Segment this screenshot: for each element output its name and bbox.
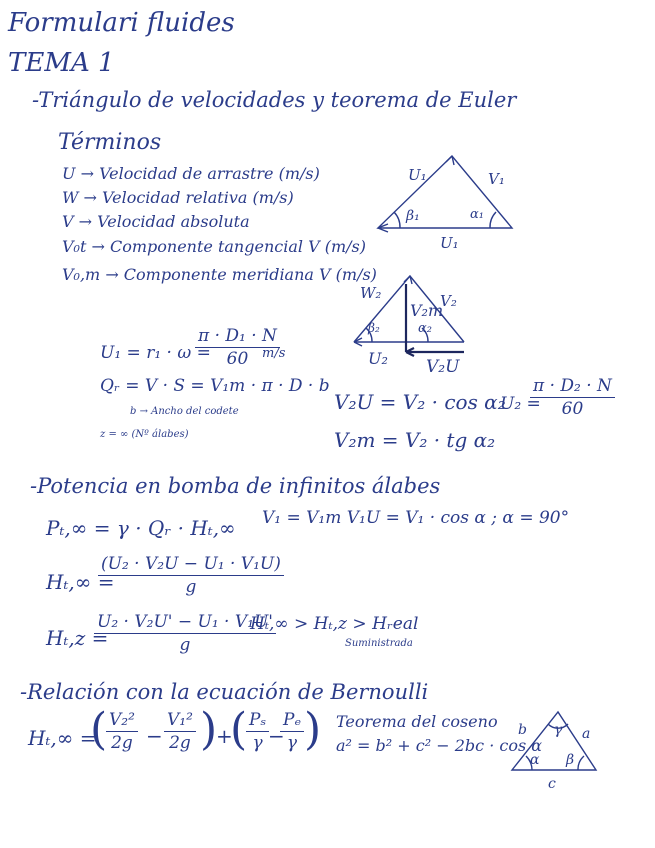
term-vm: V₀,m → Componente meridiana V (m/s) — [62, 265, 377, 284]
h-inf-denominator: g — [185, 577, 197, 597]
tri2-v2m-label: V₂m — [410, 301, 444, 320]
beta-arc — [578, 756, 584, 770]
triangle2-apex-arrow — [404, 276, 412, 284]
v2u-formula: V₂U = V₂ · cos α₂ — [334, 390, 506, 414]
bernoulli-term2 — [164, 712, 196, 752]
tri3-alpha-label: α — [530, 752, 540, 768]
tri3-b-label: b — [518, 722, 527, 738]
tri2-w2-label: W₂ — [360, 284, 382, 302]
v2u-line — [406, 348, 464, 356]
cosine-theorem-title: Teorema del coseno — [336, 712, 498, 731]
cosine-theorem-formula: a² = b² + c² − 2bc · cos α — [336, 736, 543, 755]
suministrada-note: Suministrada — [345, 638, 413, 649]
beta1-arc — [394, 212, 400, 228]
u1-unit: m/s — [262, 346, 286, 361]
section3-heading: -Relación con la ecuación de Bernoulli — [20, 680, 429, 704]
v2m-formula: V₂m = V₂ · tg α₂ — [334, 428, 496, 452]
term-w: W → Velocidad relativa (m/s) — [62, 188, 294, 207]
bernoulli-term4-num: Pₑ — [280, 712, 304, 732]
tri2-v2u-label: V₂U — [426, 357, 460, 377]
bernoulli-term1-den: 2g — [111, 733, 133, 753]
terms-heading: Términos — [58, 130, 162, 155]
z-note: z = ∞ (Nº álabes) — [100, 429, 189, 440]
tri2-u2-label: U₂ — [368, 349, 388, 368]
u2-formula-denominator: 60 — [561, 399, 584, 419]
u1-formula-lhs: U₁ = r₁ · ω = — [100, 343, 211, 363]
bernoulli-term1-num: V₂² — [106, 712, 138, 732]
bernoulli-minus-2: − — [268, 724, 285, 748]
power-formula: Pₜ,∞ = γ · Qᵣ · Hₜ,∞ — [46, 516, 236, 540]
bernoulli-term2-num: V₁² — [164, 712, 196, 732]
v1-relations: V₁ = V₁m V₁U = V₁ · cos α ; α = 90° — [262, 508, 570, 528]
bernoulli-term3-den: γ — [252, 733, 263, 753]
u2-formula-fraction — [530, 378, 615, 418]
u2-formula-numerator: π · D₂ · N — [530, 378, 615, 398]
tri1-alpha1-label: α₁ — [470, 207, 484, 222]
paren-close-1: ) — [200, 704, 218, 755]
term-u: U → Velocidad de arrastre (m/s) — [62, 164, 320, 183]
h-inf-fraction — [98, 556, 284, 596]
velocity-triangle-2 — [348, 270, 478, 380]
tri3-a-label: a — [582, 726, 591, 742]
bernoulli-term4 — [280, 712, 304, 752]
tri2-v2-label: V₂ — [440, 292, 457, 310]
tri1-u1-bottom-label: U₁ — [440, 234, 459, 252]
bernoulli-lhs: Hₜ,∞ = — [28, 726, 97, 750]
triangle1-apex-arrow — [446, 156, 454, 165]
bernoulli-term2-den: 2g — [169, 733, 191, 753]
h-z-fraction — [94, 614, 276, 654]
bernoulli-term3-num: Pₛ — [246, 712, 269, 732]
section1-heading: -Triángulo de velocidades y teorema de Euler — [32, 88, 517, 112]
h-inequality: Hₜ,∞ > Hₜ,z > Hᵣeal — [250, 614, 419, 634]
tri2-beta2-label: β₂ — [368, 321, 380, 335]
page-title: Formulari fluides — [8, 8, 235, 38]
term-v: V → Velocidad absoluta — [62, 212, 250, 231]
section2-heading: -Potencia en bomba de infinitos álabes — [30, 474, 441, 498]
h-inf-lhs: Hₜ,∞ = — [46, 570, 115, 594]
term-vt: V₀t → Componente tangencial V (m/s) — [62, 237, 366, 256]
h-z-lhs: Hₜ,z = — [46, 626, 109, 650]
h-inf-numerator: (U₂ · V₂U − U₁ · V₁U) — [98, 556, 284, 576]
b-note: b → Ancho del codete — [130, 406, 239, 417]
u1-formula-denominator: 60 — [226, 349, 249, 369]
tri3-gamma-label: γ — [554, 722, 563, 738]
h-z-numerator: U₂ · V₂U' − U₁ · V₁U' — [94, 614, 276, 634]
paren-close-2: ) — [304, 704, 322, 755]
tri2-alpha2-label: α₂ — [418, 321, 432, 336]
tri1-beta1-label: β₁ — [406, 208, 420, 224]
tri3-beta-label: β — [566, 752, 575, 768]
bernoulli-term1 — [106, 712, 138, 752]
bernoulli-plus: + — [216, 724, 233, 748]
cosine-triangle — [500, 700, 610, 795]
tri1-v1-label: V₁ — [488, 170, 505, 188]
u2-formula-lhs: U₂ = — [500, 394, 541, 414]
tema-heading: TEMA 1 — [8, 48, 115, 78]
tri1-u1-top-label: U₁ — [408, 166, 427, 184]
u1-formula-numerator: π · D₁ · N — [195, 328, 280, 348]
velocity-triangle-1 — [370, 150, 520, 250]
qr-formula: Qᵣ = V · S = V₁m · π · D · b — [100, 376, 330, 396]
bernoulli-term4-den: γ — [286, 733, 298, 753]
alpha1-arc — [490, 212, 496, 228]
paren-open-2: ( — [230, 704, 248, 755]
tri3-c-label: c — [548, 776, 556, 792]
bernoulli-minus-1: − — [146, 724, 163, 748]
h-z-denominator: g — [179, 635, 191, 655]
paren-open-1: ( — [90, 704, 108, 755]
bernoulli-term3 — [246, 712, 269, 752]
